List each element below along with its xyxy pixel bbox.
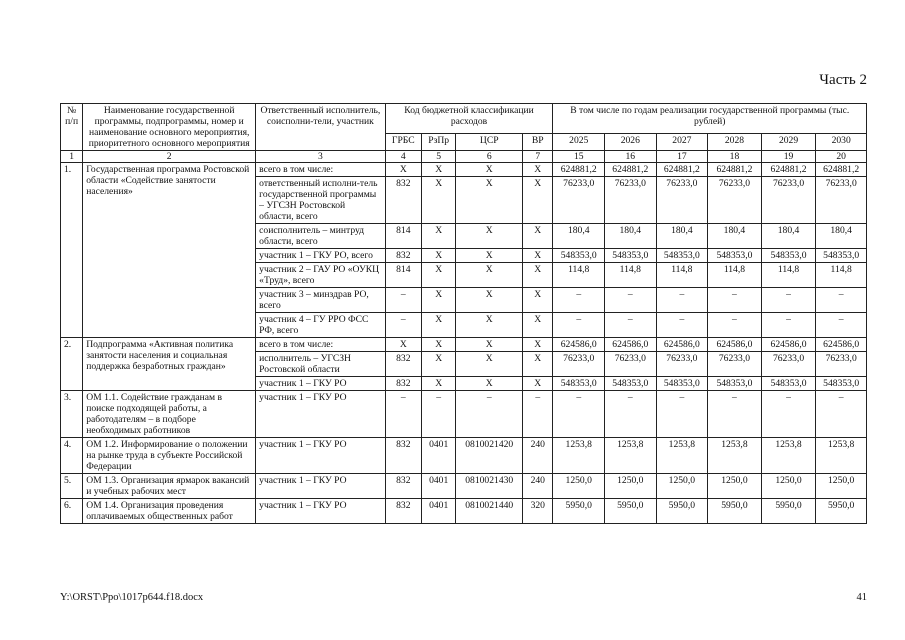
- header-year: 2026: [605, 134, 657, 151]
- grbs-code: –: [385, 313, 421, 338]
- header-year: 2025: [553, 134, 605, 151]
- program-name: Подпрограмма «Активная политика занятости населения и социальная поддержка безработных граждан»: [83, 338, 256, 391]
- grbs-code: 832: [385, 177, 421, 224]
- column-index: 3: [256, 151, 385, 163]
- vr-code: X: [523, 352, 553, 377]
- year-amount: 1250,0: [605, 474, 657, 499]
- year-amount: 548353,0: [656, 377, 708, 391]
- year-amount: 1253,8: [605, 438, 657, 474]
- year-amount: –: [553, 391, 605, 438]
- responsible-party: участник 1 – ГКУ РО, всего: [256, 249, 385, 263]
- grbs-code: X: [385, 338, 421, 352]
- year-amount: –: [761, 313, 816, 338]
- csr-code: X: [456, 377, 523, 391]
- year-amount: –: [816, 288, 867, 313]
- header-name: Наименование государственной программы, подпрограммы, номер и наименование основного мероприятия, приоритетного основного мероприятия: [83, 104, 256, 151]
- column-index: 6: [456, 151, 523, 163]
- year-amount: –: [605, 288, 657, 313]
- year-amount: –: [553, 313, 605, 338]
- year-amount: 76233,0: [816, 352, 867, 377]
- csr-code: X: [456, 163, 523, 177]
- responsible-party: всего в том числе:: [256, 163, 385, 177]
- table-row: [61, 163, 867, 177]
- vr-code: X: [523, 263, 553, 288]
- rzpr-code: X: [421, 163, 455, 177]
- rzpr-code: X: [421, 263, 455, 288]
- year-amount: –: [708, 313, 762, 338]
- year-amount: 548353,0: [656, 249, 708, 263]
- year-amount: –: [708, 391, 762, 438]
- csr-code: 0810021430: [456, 474, 523, 499]
- year-amount: 180,4: [656, 224, 708, 249]
- year-amount: 180,4: [708, 224, 762, 249]
- year-amount: 1250,0: [816, 474, 867, 499]
- year-amount: 114,8: [605, 263, 657, 288]
- grbs-code: 832: [385, 438, 421, 474]
- column-index: 2: [83, 151, 256, 163]
- table-row: [61, 338, 867, 352]
- year-amount: 624881,2: [761, 163, 816, 177]
- column-index: 4: [385, 151, 421, 163]
- year-amount: 624586,0: [656, 338, 708, 352]
- year-amount: 76233,0: [708, 352, 762, 377]
- year-amount: 624881,2: [816, 163, 867, 177]
- budget-table: [60, 103, 867, 524]
- row-number: 1.: [61, 163, 83, 338]
- csr-code: 0810021420: [456, 438, 523, 474]
- responsible-party: исполнитель – УГСЗН Ростовской области: [256, 352, 385, 377]
- year-amount: 624586,0: [605, 338, 657, 352]
- year-amount: 548353,0: [708, 249, 762, 263]
- year-amount: 5950,0: [708, 499, 762, 524]
- year-amount: –: [553, 288, 605, 313]
- program-name: ОМ 1.2. Информирование о положении на рынке труда в субъекте Российской Федерации: [83, 438, 256, 474]
- rzpr-code: X: [421, 377, 455, 391]
- year-amount: 624586,0: [761, 338, 816, 352]
- grbs-code: 832: [385, 352, 421, 377]
- column-index: 20: [816, 151, 867, 163]
- year-amount: 180,4: [816, 224, 867, 249]
- year-amount: 76233,0: [553, 177, 605, 224]
- year-amount: 548353,0: [816, 377, 867, 391]
- grbs-code: 832: [385, 249, 421, 263]
- vr-code: X: [523, 177, 553, 224]
- year-amount: 180,4: [553, 224, 605, 249]
- table-row: [61, 474, 867, 499]
- rzpr-code: –: [421, 391, 455, 438]
- year-amount: 114,8: [708, 263, 762, 288]
- csr-code: 0810021440: [456, 499, 523, 524]
- year-amount: 5950,0: [816, 499, 867, 524]
- responsible-party: участник 2 – ГАУ РО «ОУКЦ «Труд», всего: [256, 263, 385, 288]
- rzpr-code: X: [421, 288, 455, 313]
- vr-code: X: [523, 163, 553, 177]
- year-amount: 76233,0: [656, 177, 708, 224]
- header-year: 2028: [708, 134, 762, 151]
- responsible-party: соисполнитель – минтруд области, всего: [256, 224, 385, 249]
- year-amount: 76233,0: [761, 177, 816, 224]
- column-index: 7: [523, 151, 553, 163]
- column-index: 1: [61, 151, 83, 163]
- csr-code: –: [456, 391, 523, 438]
- header-code: ВР: [523, 134, 553, 151]
- year-amount: –: [605, 391, 657, 438]
- row-number: 4.: [61, 438, 83, 474]
- year-amount: 180,4: [761, 224, 816, 249]
- year-amount: 548353,0: [605, 377, 657, 391]
- row-number: 3.: [61, 391, 83, 438]
- year-amount: 1253,8: [708, 438, 762, 474]
- csr-code: X: [456, 338, 523, 352]
- csr-code: X: [456, 224, 523, 249]
- year-amount: –: [816, 313, 867, 338]
- vr-code: X: [523, 313, 553, 338]
- program-name: ОМ 1.1. Содействие гражданам в поиске подходящей работы, а работодателям – в подборе необходимых работников: [83, 391, 256, 438]
- year-amount: 1250,0: [656, 474, 708, 499]
- year-amount: 1250,0: [761, 474, 816, 499]
- grbs-code: 832: [385, 474, 421, 499]
- csr-code: X: [456, 352, 523, 377]
- year-amount: 5950,0: [553, 499, 605, 524]
- row-number: 6.: [61, 499, 83, 524]
- rzpr-code: 0401: [421, 499, 455, 524]
- year-amount: 624881,2: [708, 163, 762, 177]
- footer-file-path: Y:\ORST\Ppo\1017p644.f18.docx: [60, 592, 204, 603]
- grbs-code: 832: [385, 377, 421, 391]
- page-number: 41: [856, 592, 867, 603]
- year-amount: 114,8: [553, 263, 605, 288]
- rzpr-code: 0401: [421, 438, 455, 474]
- header-years-title: В том числе по годам реализации государственной программы (тыс. рублей): [553, 104, 867, 134]
- year-amount: 548353,0: [761, 249, 816, 263]
- year-amount: –: [816, 391, 867, 438]
- rzpr-code: X: [421, 313, 455, 338]
- column-index: 19: [761, 151, 816, 163]
- year-amount: 5950,0: [605, 499, 657, 524]
- responsible-party: участник 4 – ГУ РРО ФСС РФ, всего: [256, 313, 385, 338]
- responsible-party: ответственный исполни-тель государственной программы – УГСЗН Ростовской области, всего: [256, 177, 385, 224]
- header-code: ГРБС: [385, 134, 421, 151]
- vr-code: X: [523, 377, 553, 391]
- rzpr-code: X: [421, 249, 455, 263]
- year-amount: 1253,8: [761, 438, 816, 474]
- year-amount: 1250,0: [553, 474, 605, 499]
- header-code: ЦСР: [456, 134, 523, 151]
- part-label: Часть 2: [819, 72, 867, 88]
- table-row: [61, 391, 867, 438]
- row-number: 2.: [61, 338, 83, 391]
- year-amount: 5950,0: [656, 499, 708, 524]
- year-amount: –: [656, 313, 708, 338]
- year-amount: 624881,2: [553, 163, 605, 177]
- year-amount: 548353,0: [553, 377, 605, 391]
- year-amount: 76233,0: [816, 177, 867, 224]
- year-amount: 548353,0: [708, 377, 762, 391]
- year-amount: 76233,0: [761, 352, 816, 377]
- responsible-party: участник 1 – ГКУ РО: [256, 438, 385, 474]
- year-amount: 624586,0: [553, 338, 605, 352]
- grbs-code: –: [385, 391, 421, 438]
- year-amount: 1250,0: [708, 474, 762, 499]
- responsible-party: участник 1 – ГКУ РО: [256, 391, 385, 438]
- year-amount: 548353,0: [816, 249, 867, 263]
- year-amount: –: [656, 288, 708, 313]
- table-row: [61, 499, 867, 524]
- vr-code: 240: [523, 438, 553, 474]
- year-amount: 76233,0: [708, 177, 762, 224]
- responsible-party: всего в том числе:: [256, 338, 385, 352]
- csr-code: X: [456, 288, 523, 313]
- responsible-party: участник 3 – минздрав РО, всего: [256, 288, 385, 313]
- rzpr-code: X: [421, 338, 455, 352]
- vr-code: X: [523, 338, 553, 352]
- grbs-code: 832: [385, 499, 421, 524]
- year-amount: 1253,8: [656, 438, 708, 474]
- csr-code: X: [456, 313, 523, 338]
- column-index-row: [61, 151, 867, 163]
- year-amount: –: [761, 391, 816, 438]
- program-name: ОМ 1.4. Организация проведения оплачиваемых общественных работ: [83, 499, 256, 524]
- vr-code: 320: [523, 499, 553, 524]
- year-amount: 1253,8: [553, 438, 605, 474]
- header-num: № п/п: [61, 104, 83, 151]
- column-index: 17: [656, 151, 708, 163]
- csr-code: X: [456, 177, 523, 224]
- program-name: ОМ 1.3. Организация ярмарок вакансий и учебных рабочих мест: [83, 474, 256, 499]
- column-index: 15: [553, 151, 605, 163]
- header-year: 2030: [816, 134, 867, 151]
- year-amount: 548353,0: [761, 377, 816, 391]
- year-amount: 180,4: [605, 224, 657, 249]
- year-amount: –: [605, 313, 657, 338]
- column-index: 18: [708, 151, 762, 163]
- vr-code: X: [523, 249, 553, 263]
- rzpr-code: X: [421, 224, 455, 249]
- responsible-party: участник 1 – ГКУ РО: [256, 377, 385, 391]
- header-resp: Ответственный исполнитель, соисполни-тели, участник: [256, 104, 385, 151]
- year-amount: 548353,0: [553, 249, 605, 263]
- header-year: 2027: [656, 134, 708, 151]
- responsible-party: участник 1 – ГКУ РО: [256, 474, 385, 499]
- year-amount: 76233,0: [553, 352, 605, 377]
- column-index: 5: [421, 151, 455, 163]
- year-amount: 1253,8: [816, 438, 867, 474]
- year-amount: 624586,0: [816, 338, 867, 352]
- year-amount: –: [656, 391, 708, 438]
- column-index: 16: [605, 151, 657, 163]
- vr-code: X: [523, 288, 553, 313]
- grbs-code: 814: [385, 263, 421, 288]
- rzpr-code: X: [421, 352, 455, 377]
- rzpr-code: X: [421, 177, 455, 224]
- header-budget-code: Код бюджетной классификации расходов: [385, 104, 553, 134]
- vr-code: –: [523, 391, 553, 438]
- year-amount: 5950,0: [761, 499, 816, 524]
- year-amount: 114,8: [816, 263, 867, 288]
- vr-code: X: [523, 224, 553, 249]
- year-amount: 624881,2: [656, 163, 708, 177]
- csr-code: X: [456, 249, 523, 263]
- row-number: 5.: [61, 474, 83, 499]
- header-year: 2029: [761, 134, 816, 151]
- year-amount: 114,8: [656, 263, 708, 288]
- year-amount: 114,8: [761, 263, 816, 288]
- vr-code: 240: [523, 474, 553, 499]
- grbs-code: X: [385, 163, 421, 177]
- year-amount: 624881,2: [605, 163, 657, 177]
- year-amount: 76233,0: [605, 352, 657, 377]
- grbs-code: 814: [385, 224, 421, 249]
- year-amount: 76233,0: [605, 177, 657, 224]
- year-amount: –: [708, 288, 762, 313]
- rzpr-code: 0401: [421, 474, 455, 499]
- header-code: РзПр: [421, 134, 455, 151]
- year-amount: 76233,0: [656, 352, 708, 377]
- responsible-party: участник 1 – ГКУ РО: [256, 499, 385, 524]
- table-row: [61, 438, 867, 474]
- year-amount: 548353,0: [605, 249, 657, 263]
- program-name: Государственная программа Ростовской области «Содействие занятости населения»: [83, 163, 256, 338]
- year-amount: 624586,0: [708, 338, 762, 352]
- csr-code: X: [456, 263, 523, 288]
- grbs-code: –: [385, 288, 421, 313]
- year-amount: –: [761, 288, 816, 313]
